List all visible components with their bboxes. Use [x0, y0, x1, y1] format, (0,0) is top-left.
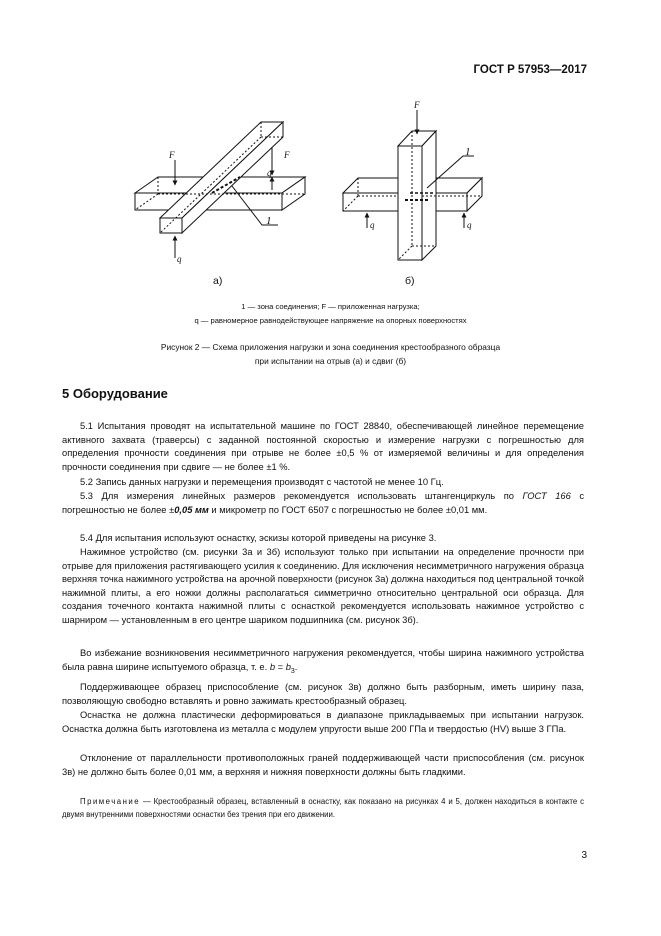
note: Примечание — Крестообразный образец, вставленный в оснастку, как показано на рисунках 4 и 5, должен находиться в контакте с двумя внутренними поверхностями оснастки без трения при его движении.	[62, 797, 584, 819]
fig-a-q-right: q	[267, 168, 272, 178]
figure-title-line-1: Рисунок 2 — Схема приложения нагрузки и зона соединения крестообразного образца	[160, 342, 501, 352]
fig-a-F-right: F	[284, 150, 290, 160]
note-label: Примечание	[80, 797, 141, 806]
fig-b-q-left: q	[370, 220, 375, 230]
paragraph-5-2: 5.2 Запись данных нагрузки и перемещения производят с частотой не менее 10 Гц.	[80, 477, 444, 487]
diagram-a	[135, 122, 305, 258]
standard-header: ГОСТ Р 57953—2017	[473, 64, 587, 76]
paragraph-support: Поддерживающее образец приспособление (см. рисунок 3в) должно быть разборным, иметь ширину паза, позволяющую свободно вставлять и ровно зажимать крестообразный образец.	[62, 682, 584, 706]
fig-a-F-left: F	[169, 150, 175, 160]
figure-2-diagram	[0, 0, 661, 300]
fig-a-label-1: 1	[266, 215, 272, 227]
paragraph-pressing-device: Нажимное устройство (см. рисунки 3а и 3б) используют только при испытании на определение прочности при отрыве для приложения растягивающего усилия к соединению. Для исключения несимметричного нагружения образца верхняя точка нажимного устройства на арочной поверхности (рисунок 3а) должна находиться под центральной точкой нажимной плиты, а его ножки должны располагаться симметрично относительно центральной оси образца. Для создания точечного контакта нажимной плиты с оснасткой рекомендуется использовать нажимное устройство с шарниром — установленным в его центре шариком подшипника (см. рисунок 3б).	[62, 547, 584, 625]
fig-b-label-1: 1	[465, 146, 471, 158]
figure-legend-line-1: 1 — зона соединения; F — приложенная нагрузка;	[241, 302, 420, 311]
paragraph-5-4: 5.4 Для испытания используют оснастку, эскизы которой приведены на рисунке 3.	[80, 533, 437, 543]
paragraph-5-3: 5.3 Для измерения линейных размеров рекомендуется использовать штангенциркуль по ГОСТ 166 с погрешностью не более ±0,05 мм и микрометр по ГОСТ 6507 с погрешностью не более ±0,01 мм.	[62, 491, 584, 515]
fig-a-q-bottom: q	[177, 254, 182, 264]
diagram-b	[343, 110, 482, 260]
paragraph-rigidity: Оснастка не должна пластически деформироваться в диапазоне прикладываемых при испытании нагрузок. Оснастка должна быть изготовлена из металла с модулем упругости выше 200 ГПа и твердостью (HV) выше 3 ГПа.	[62, 710, 584, 734]
caption-b: б)	[405, 275, 415, 287]
caption-a: а)	[213, 275, 223, 287]
page-number: 3	[581, 850, 587, 861]
paragraph-parallelism: Отклонение от параллельности противоположных граней поддерживающей части приспособления (см. рисунок 3в) не должно быть более 0,01 мм, а верхняя и нижняя поверхности должны быть гладкими.	[62, 753, 584, 777]
gost-166-ref: ГОСТ 166	[522, 491, 571, 501]
paragraph-5-1: 5.1 Испытания проводят на испытательной машине по ГОСТ 28840, обеспечивающей линейное перемещение активного захвата (траверсы) с заданной постоянной скоростью и измерение нагрузки с погрешностью для определения прочности соединения при отрыве не более ±0,5 % от измеряемой величины и для определения прочности соединения при сдвиге — не более ±1 %.	[62, 421, 584, 472]
figure-legend-line-2: q — равномерное равнодействующее напряжение на опорных поверхностях	[194, 316, 467, 325]
paragraph-width: Во избежание возникновения несимметричного нагружения рекомендуется, чтобы ширина нажимного устройства была равна ширине испытуемого образца, т. е. $b = b_3$.	[62, 648, 584, 675]
fig-b-q-right: q	[467, 220, 472, 230]
section-title: 5 Оборудование	[62, 386, 168, 401]
fig-b-F: F	[414, 100, 420, 110]
tolerance-value: 0,05 мм	[174, 504, 209, 515]
figure-title-line-2: при испытании на отрыв (а) и сдвиг (б)	[254, 356, 407, 366]
